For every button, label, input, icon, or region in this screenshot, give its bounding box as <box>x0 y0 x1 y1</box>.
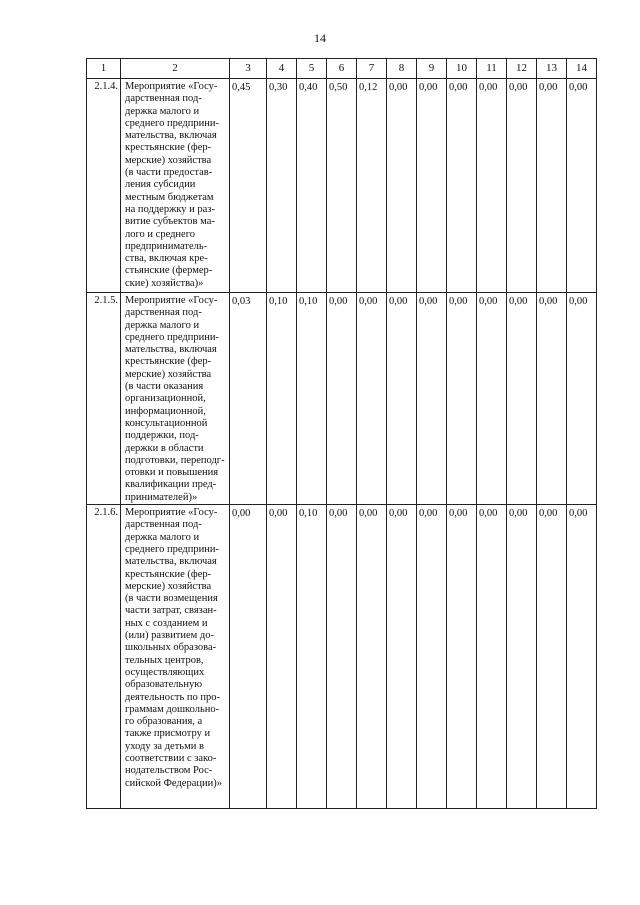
column-header: 3 <box>230 59 267 79</box>
value-cell: 0,10 <box>297 505 327 809</box>
value-cell: 0,10 <box>297 293 327 505</box>
column-header: 9 <box>417 59 447 79</box>
value-cell: 0,00 <box>567 293 597 505</box>
column-header: 6 <box>327 59 357 79</box>
value-cell: 0,00 <box>447 79 477 293</box>
value-cell: 0,00 <box>507 79 537 293</box>
value-cell: 0,00 <box>267 505 297 809</box>
value-cell: 0,00 <box>507 505 537 809</box>
value-cell: 0,45 <box>230 79 267 293</box>
value-cell: 0,50 <box>327 79 357 293</box>
value-cell: 0,00 <box>327 293 357 505</box>
value-cell: 0,00 <box>567 505 597 809</box>
row-number: 2.1.4. <box>87 79 121 293</box>
value-cell: 0,00 <box>477 505 507 809</box>
value-cell: 0,00 <box>537 79 567 293</box>
value-cell: 0,00 <box>417 505 447 809</box>
value-cell: 0,00 <box>537 505 567 809</box>
page-number: 14 <box>314 31 326 45</box>
value-cell: 0,00 <box>567 79 597 293</box>
column-header: 5 <box>297 59 327 79</box>
value-cell: 0,00 <box>477 79 507 293</box>
value-cell: 0,00 <box>387 79 417 293</box>
row-description: Мероприятие «Госу- дарственная под- держка малого и среднего предприни- мательства, включая крестьянские (фер- мерские) хозяйства (в части предостав- ления субсидии местным бюджетам на поддержку и раз- витие субъектов ма- лого и среднего предприниматель- ства, включая кре- стьянские (фермер- ские) хозяйства)» <box>121 79 230 293</box>
value-cell: 0,10 <box>267 293 297 505</box>
value-cell: 0,00 <box>477 293 507 505</box>
data-table <box>86 58 597 809</box>
column-header: 12 <box>507 59 537 79</box>
value-cell: 0,00 <box>447 293 477 505</box>
value-cell: 0,00 <box>417 79 447 293</box>
column-header: 14 <box>567 59 597 79</box>
value-cell: 0,00 <box>537 293 567 505</box>
value-cell: 0,00 <box>327 505 357 809</box>
table-row <box>87 293 597 505</box>
header-row <box>87 59 597 79</box>
column-header: 11 <box>477 59 507 79</box>
value-cell: 0,03 <box>230 293 267 505</box>
column-header: 13 <box>537 59 567 79</box>
value-cell: 0,00 <box>447 505 477 809</box>
value-cell: 0,40 <box>297 79 327 293</box>
table-row <box>87 505 597 809</box>
value-cell: 0,00 <box>357 293 387 505</box>
column-header: 1 <box>87 59 121 79</box>
row-number: 2.1.5. <box>87 293 121 505</box>
column-header: 7 <box>357 59 387 79</box>
value-cell: 0,00 <box>507 293 537 505</box>
column-header: 10 <box>447 59 477 79</box>
row-description: Мероприятие «Госу- дарственная под- держка малого и среднего предприни- мательства, включая крестьянские (фер- мерские) хозяйства (в части оказания организационной, информационной, консультационной поддержки, под- держки в области подготовки, переподг- отовки и повышения квалификации пред- принимателей)» <box>121 293 230 505</box>
row-number: 2.1.6. <box>87 505 121 809</box>
column-header: 2 <box>121 59 230 79</box>
value-cell: 0,00 <box>417 293 447 505</box>
value-cell: 0,30 <box>267 79 297 293</box>
value-cell: 0,00 <box>387 293 417 505</box>
column-header: 8 <box>387 59 417 79</box>
value-cell: 0,00 <box>357 505 387 809</box>
column-header: 4 <box>267 59 297 79</box>
table-row <box>87 79 597 293</box>
row-description: Мероприятие «Госу- дарственная под- держка малого и среднего предприни- мательства, включая крестьянские (фер- мерские) хозяйства (в части возмещения части затрат, связан- ных с созданием и (или) развитием до- школьных образова- тельных центров, осуществляющих образовательную деятельность по про- граммам дошкольно- го образования, а также присмотру и уходу за детьми в соответствии с зако- нодательством Рос- сийской Федерации)» <box>121 505 230 809</box>
value-cell: 0,12 <box>357 79 387 293</box>
value-cell: 0,00 <box>387 505 417 809</box>
value-cell: 0,00 <box>230 505 267 809</box>
